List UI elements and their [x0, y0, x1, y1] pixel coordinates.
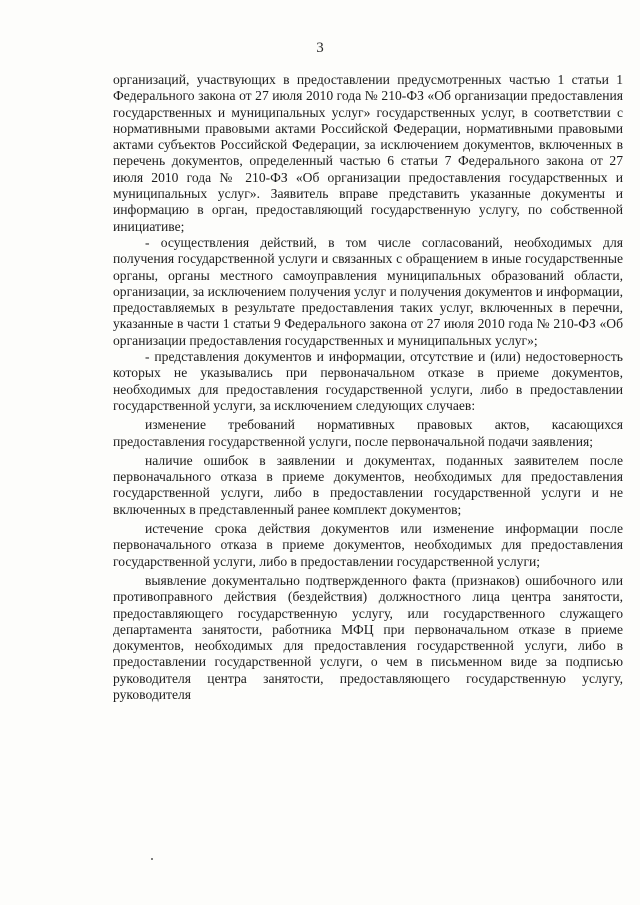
paragraph-case-errors: наличие ошибок в заявлении и документах, поданных заявителем после первоначального отказа в приеме документов, необходимых для предоставления государственной услуги, либо в предоставлении государственной услуги и не включенных в представленный ранее комплект документов; [113, 452, 623, 517]
paragraph-case-fault: выявление документально подтвержденного факта (признаков) ошибочного или противоправного действия (бездействия) должностного лица центра занятости, предоставляющего государственную услугу, или государственного служащего департамента занятости, работника МФЦ при первоначальном отказе в приеме документов, необходимых для предоставления государственной услуги, либо в предоставлении государственной услуги, о чем в письменном виде за подписью руководителя центра занятости, предоставляющего государственную услугу, руководителя [113, 572, 623, 702]
paragraph-actions: - осуществления действий, в том числе согласований, необходимых для получения государственной услуги и связанных с обращением в иные государственные органы, органы местного самоуправления муниципальных образований области, организации, за исключением получения услуг и получения документов и информации, предоставляемых в результате предоставления таких услуг, включенных в перечни, указанные в части 1 статьи 9 Федерального закона от 27 июля 2010 года № 210-ФЗ «Об организации предоставления государственных и муниципальных услуг»; [113, 234, 623, 348]
scan-speck [151, 858, 153, 860]
document-body [113, 72, 623, 703]
page-number: 3 [316, 40, 324, 56]
paragraph-documents: - представления документов и информации, отсутствие и (или) недостоверность которых не указывались при первоначальном отказе в приеме документов, необходимых для предоставления государственной услуги, либо в предоставлении государственной услуги, за исключением следующих случаев: [113, 349, 623, 413]
paragraph-case-requirements: изменение требований нормативных правовых актов, касающихся предоставления государственной услуги, после первоначальной подачи заявления; [113, 417, 623, 449]
paragraph-continuation: организаций, участвующих в предоставлении предусмотренных частью 1 статьи 1 Федерального закона от 27 июля 2010 года № 210-ФЗ «Об организации предоставления государственных и муниципальных услуг» государственных услуг, в соответствии с нормативными правовыми актами Российской Федерации, нормативными правовыми актами субъектов Российской Федерации, за исключением документов, включенных в перечень документов, определенный частью 6 статьи 7 Федерального закона от 27 июля 2010 года № 210-ФЗ «Об организации предоставления государственных и муниципальных услуг». Заявитель вправе представить указанные документы и информацию в орган, предоставляющий государственную услугу, по собственной инициативе; [113, 72, 623, 234]
paragraph-case-expiry: истечение срока действия документов или изменение информации после первоначального отказа в приеме документов, необходимых для предоставления государственной услуги, либо в предоставлении государственной услуги; [113, 521, 623, 569]
